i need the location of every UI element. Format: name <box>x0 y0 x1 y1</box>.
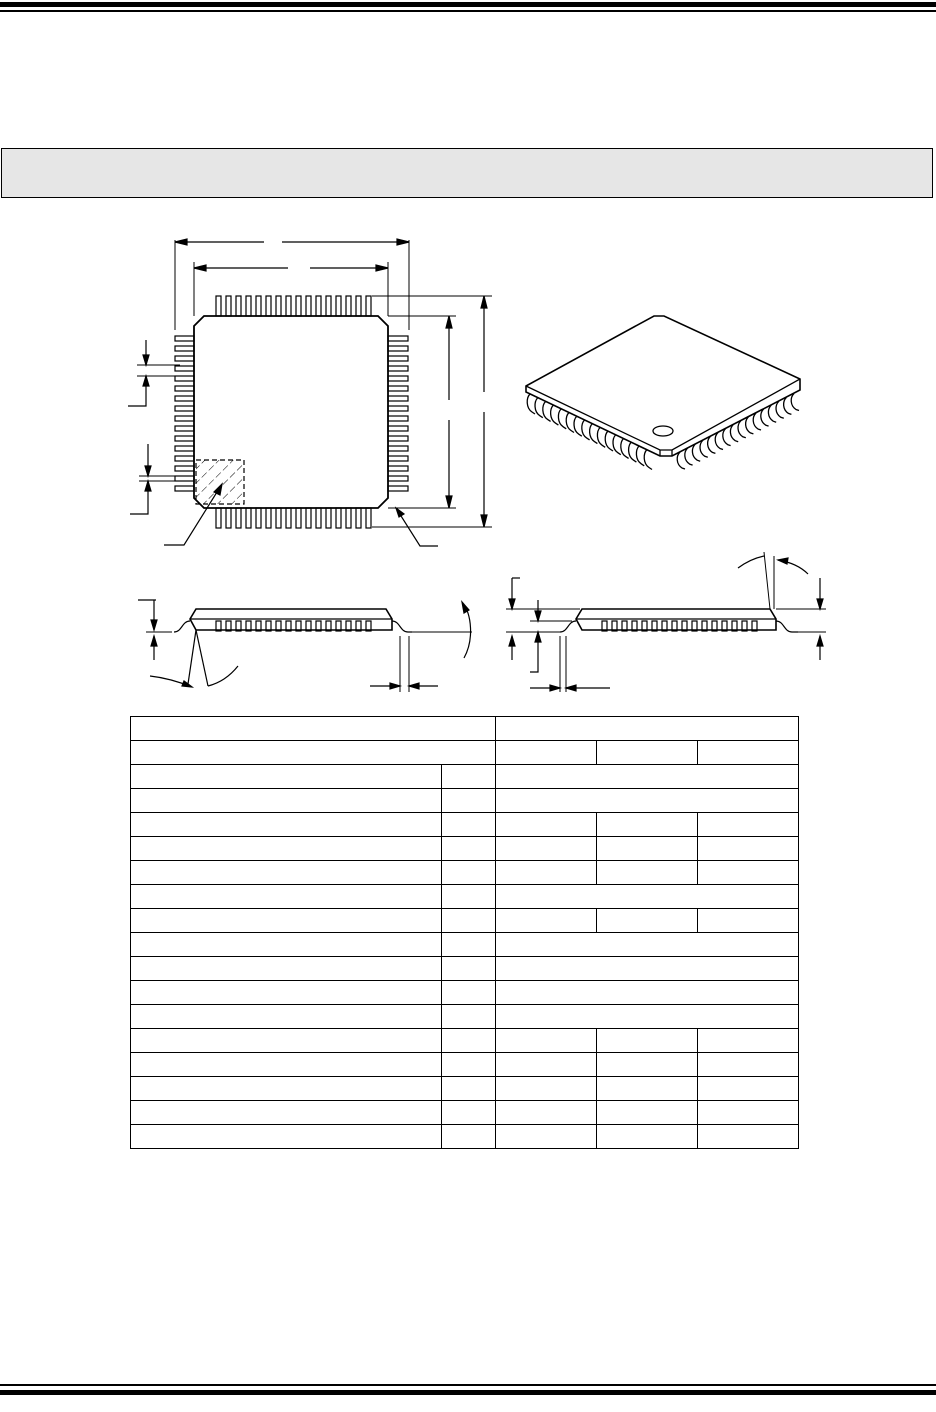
iso-lead <box>574 416 582 436</box>
table-cell <box>442 933 496 957</box>
iso-lead <box>746 417 754 434</box>
lead-left <box>175 406 194 411</box>
table-row <box>131 885 799 909</box>
table-cell <box>496 1101 597 1125</box>
iso-lead <box>551 405 559 425</box>
table-row <box>131 789 799 813</box>
table-row <box>131 765 799 789</box>
lead-left <box>175 446 194 451</box>
table-row <box>131 1125 799 1149</box>
table-row <box>131 1077 799 1101</box>
table-cell <box>131 741 496 765</box>
table-row <box>131 837 799 861</box>
iso-lead <box>636 446 644 466</box>
table-cell <box>496 957 799 981</box>
lead-bottom <box>266 508 271 528</box>
table-cell <box>131 1053 442 1077</box>
lead-bottom <box>306 508 311 528</box>
lead-left <box>175 396 194 401</box>
lead-right <box>388 416 408 421</box>
top-view <box>128 239 492 546</box>
lead-top <box>226 296 231 316</box>
table-cell <box>496 789 799 813</box>
iso-lead <box>582 420 590 440</box>
side-view-right <box>506 552 826 692</box>
lead-left <box>175 356 194 361</box>
lead-bottom <box>246 508 251 528</box>
table-cell <box>131 933 442 957</box>
table-cell <box>698 1029 799 1053</box>
side-view-left <box>138 600 472 692</box>
lead-top <box>316 296 321 316</box>
table-cell <box>496 909 597 933</box>
iso-lead <box>700 440 708 457</box>
lead-bottom <box>316 508 321 528</box>
table-cell <box>597 1101 698 1125</box>
lead-right <box>388 346 408 351</box>
table-cell <box>496 1077 597 1101</box>
table-cell <box>597 813 698 837</box>
table-cell <box>131 909 442 933</box>
table-header-row <box>131 741 799 765</box>
iso-lead <box>784 397 792 414</box>
lead-right <box>388 486 408 491</box>
lead-top <box>236 296 241 316</box>
table-cell <box>698 1101 799 1125</box>
lead-bottom <box>336 508 341 528</box>
table-cell <box>698 813 799 837</box>
table-cell <box>496 1053 597 1077</box>
lead-left <box>175 436 194 441</box>
footer-rule-thin <box>0 1384 936 1386</box>
iso-lead <box>629 442 637 462</box>
lead-bottom <box>276 508 281 528</box>
iso-lead <box>776 401 784 418</box>
lead-bottom <box>326 508 331 528</box>
iso-lead <box>597 427 605 447</box>
table-cell <box>496 861 597 885</box>
isometric-view <box>526 316 800 470</box>
table-row <box>131 861 799 885</box>
lead-bottom <box>226 508 231 528</box>
table-cell <box>698 1077 799 1101</box>
table-cell <box>442 837 496 861</box>
lead-left <box>175 416 194 421</box>
lead-top <box>326 296 331 316</box>
table-cell <box>442 1053 496 1077</box>
table-cell <box>442 1005 496 1029</box>
iso-lead <box>605 431 613 451</box>
table-row <box>131 933 799 957</box>
lead-bottom <box>356 508 361 528</box>
table-cell <box>131 717 496 741</box>
table-cell <box>496 981 799 1005</box>
table-cell <box>442 813 496 837</box>
lead-top <box>346 296 351 316</box>
lead-top <box>216 296 221 316</box>
iso-lead <box>527 394 535 414</box>
lead-top <box>266 296 271 316</box>
iso-lead <box>730 425 738 442</box>
lead-bottom <box>216 508 221 528</box>
iso-lead <box>543 401 551 421</box>
table-cell <box>496 885 799 909</box>
table-cell <box>442 1125 496 1149</box>
iso-lead <box>590 424 598 444</box>
lead-right <box>388 426 408 431</box>
table-cell <box>698 1125 799 1149</box>
table-cell <box>496 813 597 837</box>
iso-lead <box>692 444 700 461</box>
table-cell <box>131 765 442 789</box>
iso-lead <box>723 429 731 446</box>
table-cell <box>442 789 496 813</box>
lead-right <box>388 376 408 381</box>
table-row <box>131 1005 799 1029</box>
table-cell <box>597 1053 698 1077</box>
lead-left <box>175 376 194 381</box>
iso-lead <box>768 405 776 422</box>
table-cell <box>597 741 698 765</box>
lead-left <box>175 476 194 481</box>
table-cell <box>442 957 496 981</box>
table-cell <box>131 1077 442 1101</box>
lead-left <box>175 346 194 351</box>
table-cell <box>131 789 442 813</box>
table-cell <box>442 981 496 1005</box>
table-cell <box>698 909 799 933</box>
table-cell <box>496 1005 799 1029</box>
iso-lead <box>761 409 769 426</box>
table-row <box>131 1101 799 1125</box>
pin1-zone <box>196 460 244 504</box>
lead-bottom <box>256 508 261 528</box>
iso-lead <box>566 413 574 433</box>
lead-bottom <box>236 508 241 528</box>
table-cell <box>597 1077 698 1101</box>
iso-lead <box>708 436 716 453</box>
table-row <box>131 1053 799 1077</box>
table-cell <box>597 909 698 933</box>
lead-left <box>175 466 194 471</box>
table-cell <box>131 861 442 885</box>
lead-top <box>246 296 251 316</box>
lead-bottom <box>366 508 371 528</box>
lead-right <box>388 386 408 391</box>
table-cell <box>698 741 799 765</box>
lead-right <box>388 396 408 401</box>
lead-left <box>175 426 194 431</box>
lead-right <box>388 446 408 451</box>
lead-left <box>175 366 194 371</box>
lead-right <box>388 436 408 441</box>
table-cell <box>496 1125 597 1149</box>
iso-lead <box>535 398 543 418</box>
lead-right <box>388 366 408 371</box>
table-cell <box>496 741 597 765</box>
table-cell <box>131 837 442 861</box>
table-cell <box>597 861 698 885</box>
lead-top <box>366 296 371 316</box>
lead-right <box>388 336 408 341</box>
table-row <box>131 957 799 981</box>
iso-lead <box>685 448 693 465</box>
lead-right <box>388 406 408 411</box>
table-cell <box>131 1125 442 1149</box>
iso-lead <box>753 413 761 430</box>
iso-lead <box>738 421 746 438</box>
table-row <box>131 981 799 1005</box>
table-cell <box>442 1101 496 1125</box>
lead-bottom <box>286 508 291 528</box>
iso-lead <box>613 435 621 455</box>
table-row <box>131 813 799 837</box>
table-cell <box>131 981 442 1005</box>
table-header-row <box>131 717 799 741</box>
lead-left <box>175 486 194 491</box>
table-cell <box>442 885 496 909</box>
table-cell <box>496 717 799 741</box>
lead-left <box>175 336 194 341</box>
table-cell <box>698 837 799 861</box>
table-cell <box>496 1029 597 1053</box>
lead-top <box>276 296 281 316</box>
iso-lead <box>715 433 723 450</box>
lead-right <box>388 356 408 361</box>
lead-right <box>388 476 408 481</box>
iso-lead <box>621 438 629 458</box>
iso-lead <box>677 452 685 469</box>
lead-top <box>356 296 361 316</box>
table-cell <box>698 861 799 885</box>
table-row <box>131 1029 799 1053</box>
iso-lead <box>791 394 799 411</box>
table-cell <box>442 765 496 789</box>
table-cell <box>131 1029 442 1053</box>
table-cell <box>496 837 597 861</box>
lead-left <box>175 456 194 461</box>
table-cell <box>597 1029 698 1053</box>
table-cell <box>597 837 698 861</box>
table-cell <box>597 1125 698 1149</box>
lead-top <box>336 296 341 316</box>
table-row <box>131 909 799 933</box>
lead-right <box>388 456 408 461</box>
lead-left <box>175 386 194 391</box>
footer-rule-thick <box>0 1390 936 1395</box>
iso-lead <box>558 409 566 429</box>
table-cell <box>442 1077 496 1101</box>
lead-bottom <box>296 508 301 528</box>
lead-top <box>306 296 311 316</box>
lead-top <box>256 296 261 316</box>
table-cell <box>496 765 799 789</box>
dimension-table <box>130 716 799 1149</box>
table-cell <box>131 957 442 981</box>
lead-bottom <box>346 508 351 528</box>
table-cell <box>442 861 496 885</box>
table-cell <box>442 909 496 933</box>
table-cell <box>442 1029 496 1053</box>
table-cell <box>496 933 799 957</box>
lead-top <box>296 296 301 316</box>
table-cell <box>131 885 442 909</box>
table-cell <box>698 1053 799 1077</box>
table-cell <box>131 813 442 837</box>
table-cell <box>131 1101 442 1125</box>
table-cell <box>131 1005 442 1029</box>
lead-top <box>286 296 291 316</box>
lead-right <box>388 466 408 471</box>
